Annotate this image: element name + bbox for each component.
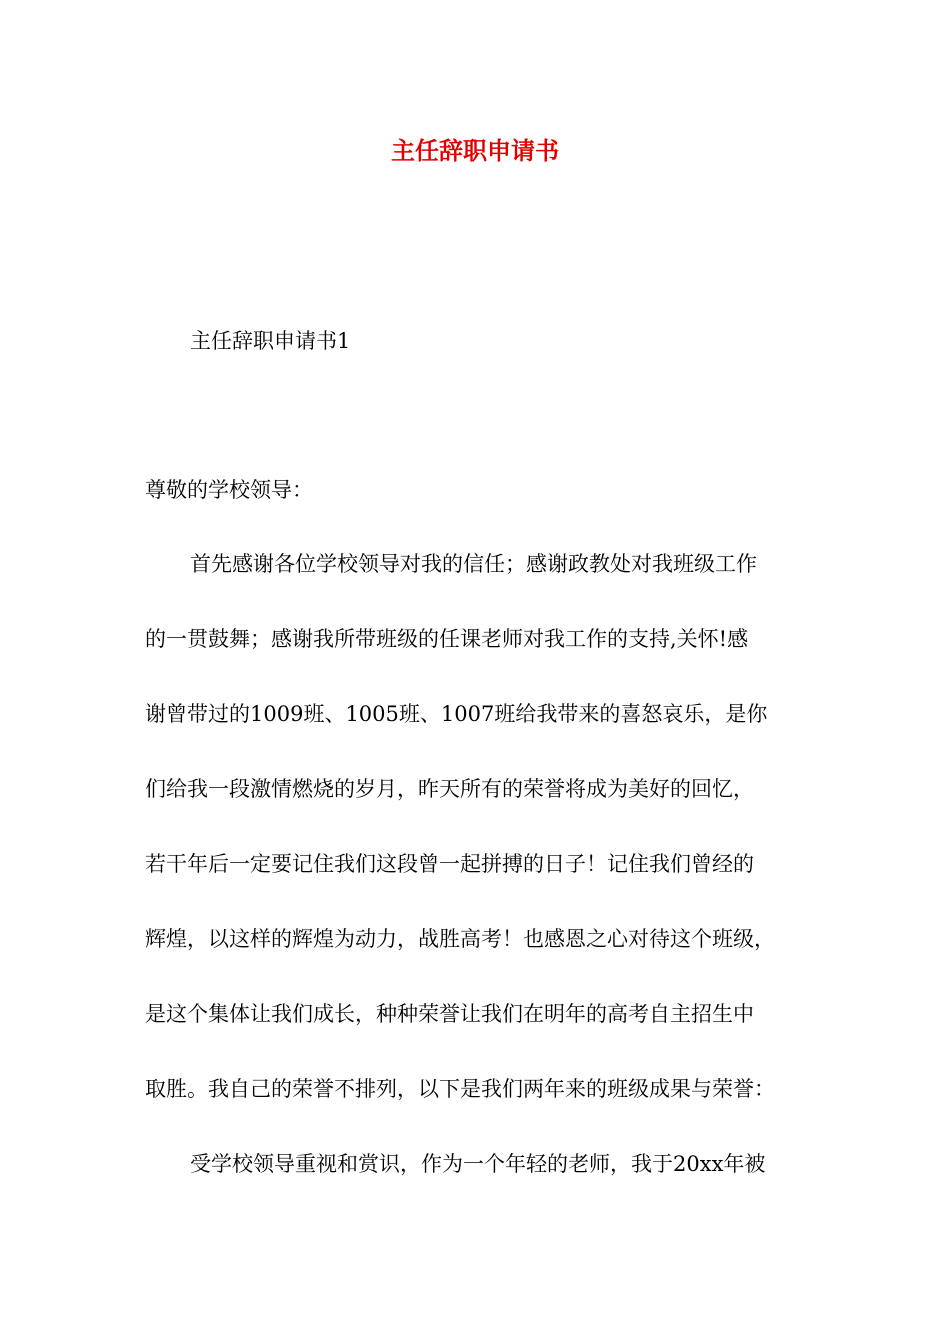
body-line: 是这个集体让我们成长，种种荣誉让我们在明年的高考自主招生中: [145, 1002, 754, 1026]
body-line: 谢曾带过的1009班、1005班、1007班给我带来的喜怒哀乐，是你: [145, 702, 768, 726]
section-heading: 主任辞职申请书1: [190, 329, 351, 353]
document-title: 主任辞职申请书: [391, 137, 559, 165]
body-line: 们给我一段激情燃烧的岁月，昨天所有的荣誉将成为美好的回忆，: [145, 777, 754, 801]
body-line: 首先感谢各位学校领导对我的信任；感谢政教处对我班级工作: [190, 552, 757, 576]
body-line: 若干年后一定要记住我们这段曾一起拼搏的日子！记住我们曾经的: [145, 852, 754, 876]
salutation: 尊敬的学校领导：: [145, 478, 313, 502]
body-line: 辉煌，以这样的辉煌为动力，战胜高考！也感恩之心对待这个班级，: [145, 927, 775, 951]
body-line: 受学校领导重视和赏识，作为一个年轻的老师，我于20xx年被: [190, 1152, 766, 1176]
body-line: 取胜。我自己的荣誉不排列，以下是我们两年来的班级成果与荣誉：: [145, 1077, 775, 1101]
body-line: 的一贯鼓舞；感谢我所带班级的任课老师对我工作的支持,关怀!感: [145, 627, 749, 651]
